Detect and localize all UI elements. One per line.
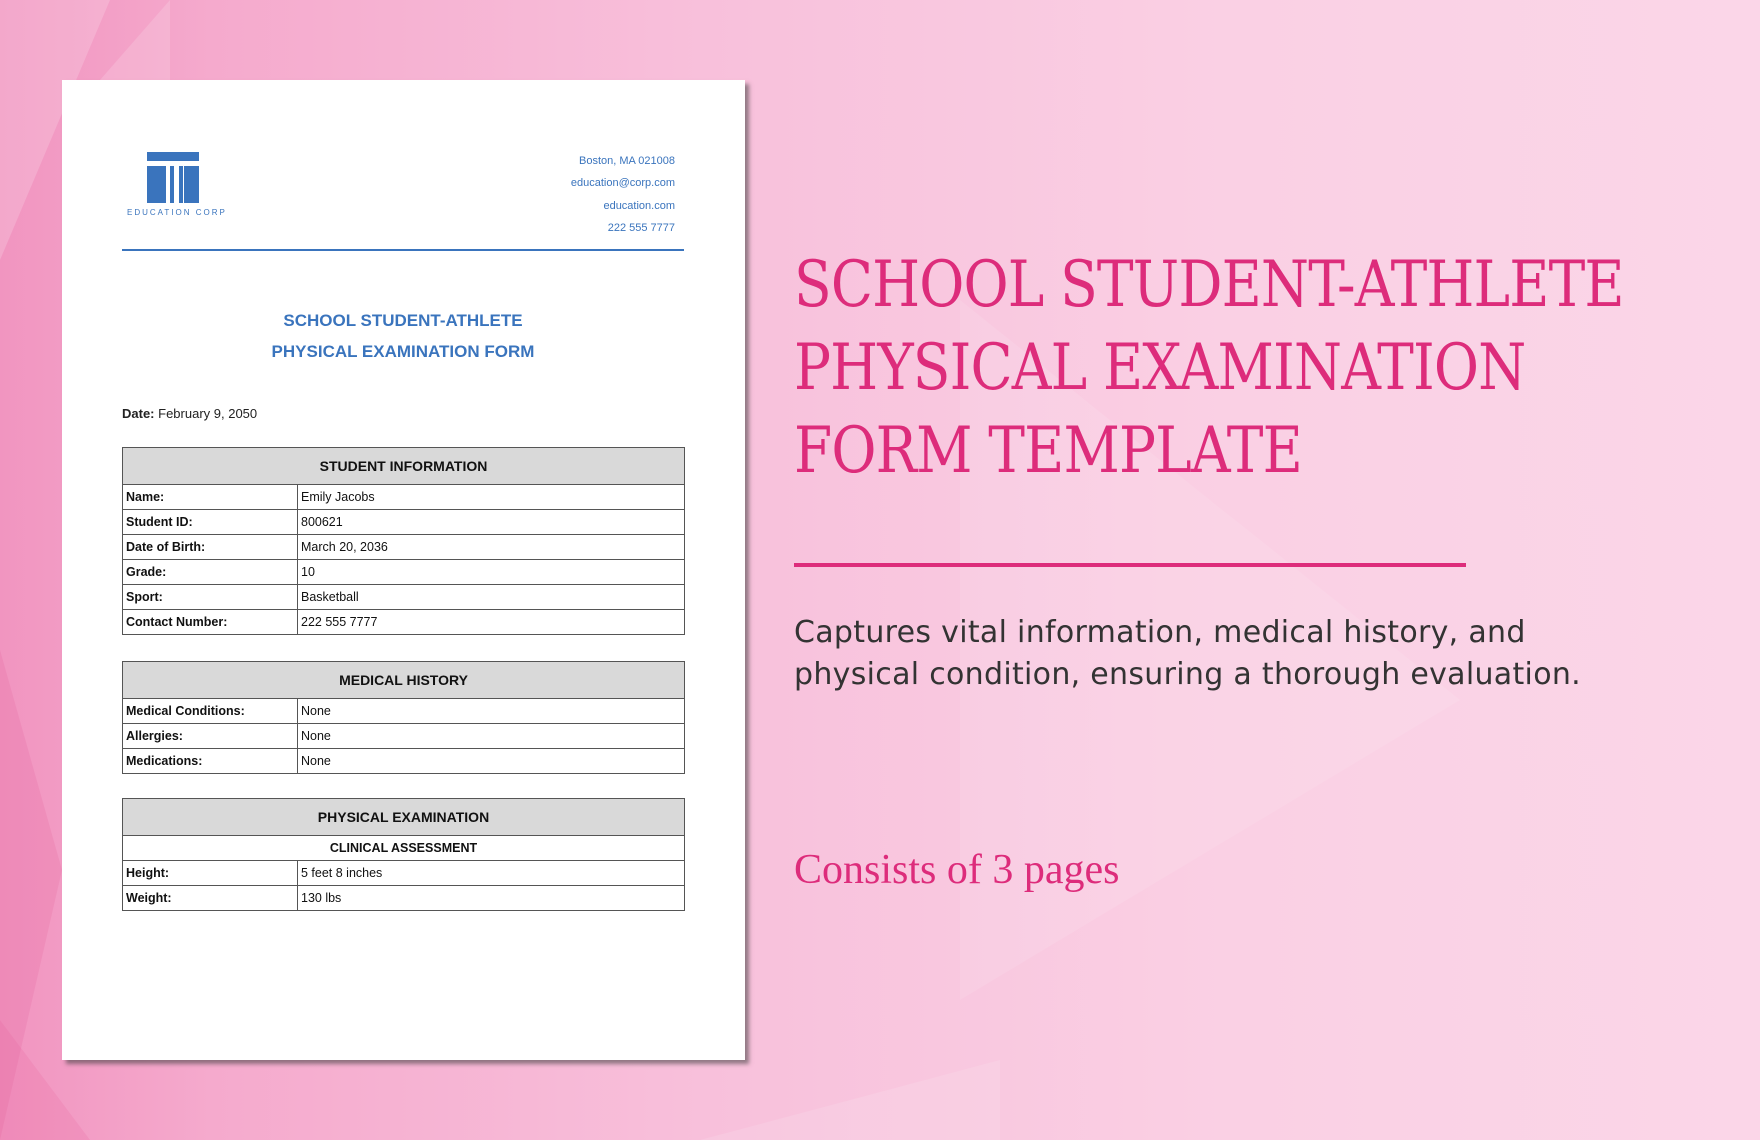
table-row: Medications: None <box>123 749 685 774</box>
page-count-note: Consists of 3 pages <box>794 847 1120 893</box>
background-facet <box>30 0 170 80</box>
student-information-table <box>122 447 685 635</box>
table-header: STUDENT INFORMATION <box>123 448 685 485</box>
contact-block <box>571 150 675 239</box>
table-row: Medical Conditions: None <box>123 699 685 724</box>
website: education.com <box>603 199 675 212</box>
table-row: Date of Birth: March 20, 2036 <box>123 535 685 560</box>
promo-divider <box>794 563 1466 567</box>
table-row: Name: Emily Jacobs <box>123 485 685 510</box>
document-preview <box>62 80 745 1060</box>
table-header: MEDICAL HISTORY <box>123 662 685 699</box>
email: education@corp.com <box>570 177 675 190</box>
background-facet <box>700 1060 1000 1140</box>
table-row: Weight: 130 lbs <box>123 886 685 911</box>
table-row: Grade: 10 <box>123 560 685 585</box>
date-line <box>122 406 257 421</box>
document-title: SCHOOL STUDENT-ATHLETE PHYSICAL EXAMINATION FORM <box>271 311 535 361</box>
physical-examination-table <box>122 798 685 911</box>
date-value: February 9, 2050 <box>158 406 258 421</box>
table-row: Student ID: 800621 <box>123 510 685 535</box>
table-header: PHYSICAL EXAMINATION <box>123 799 685 836</box>
promo-description: Captures vital information, medical history, and physical condition, ensuring a thorough evaluation. <box>794 615 1581 692</box>
table-subheader: CLINICAL ASSESSMENT <box>123 836 685 861</box>
promo-title: SCHOOL STUDENT-ATHLETE PHYSICAL EXAMINATION FORM TEMPLATE <box>794 248 1624 488</box>
building-logo-icon <box>147 152 199 203</box>
header-divider <box>122 249 684 251</box>
table-row: Allergies: None <box>123 724 685 749</box>
medical-history-table <box>122 661 685 774</box>
table-row: Sport: Basketball <box>123 585 685 610</box>
phone: 222 555 7777 <box>607 221 675 234</box>
logo-text: EDUCATION CORP <box>127 208 227 217</box>
date-label: Date: <box>122 406 155 421</box>
background-facet <box>0 650 62 1140</box>
table-row: Contact Number: 222 555 7777 <box>123 610 685 635</box>
address: Boston, MA 021008 <box>578 155 675 167</box>
table-row: Height: 5 feet 8 inches <box>123 861 685 886</box>
